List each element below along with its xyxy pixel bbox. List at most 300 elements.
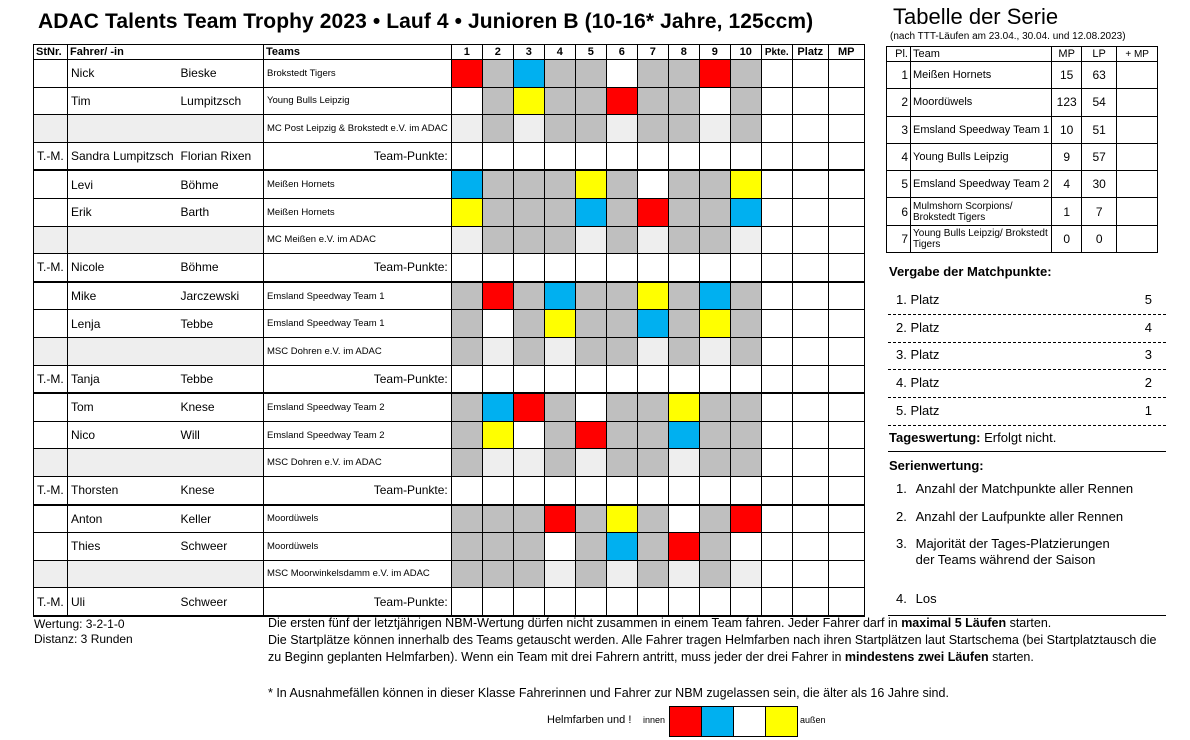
club-heat-cell (575, 449, 606, 477)
mp-cell (828, 198, 864, 226)
heat-cell (730, 421, 761, 449)
club-stnr-cell (34, 115, 68, 143)
tm-label: T.-M. (34, 254, 68, 282)
club-heat-cell (544, 560, 575, 588)
club-spacer (68, 115, 178, 143)
club-stnr-cell (34, 226, 68, 254)
tm-second: Schweer (178, 588, 264, 616)
heat-cell (513, 533, 544, 561)
club-spacer (178, 560, 264, 588)
matchpoint-value: 3 (1144, 347, 1152, 363)
heat-cell (637, 170, 668, 198)
serienwertung-item-2 (896, 509, 1123, 525)
serienwertung-text-line2: der Teams während der Saison (915, 552, 1096, 567)
points-cell (761, 170, 792, 198)
heat-cell (451, 60, 482, 88)
rider-last-name: Knese (178, 393, 264, 421)
header-teams: Teams (264, 45, 452, 60)
team-points-heat-cell (668, 254, 699, 282)
heat-cell (451, 533, 482, 561)
heat-cell (513, 170, 544, 198)
series-plus-mp (1117, 171, 1158, 198)
club-heat-cell (575, 337, 606, 365)
heat-cell (513, 60, 544, 88)
club-name: MSC Dohren e.V. im ADAC (264, 449, 452, 477)
team-points-label: Team-Punkte: (264, 142, 452, 170)
heat-cell (451, 421, 482, 449)
series-lp: 30 (1082, 171, 1117, 198)
club-heat-cell (513, 337, 544, 365)
helmet-swatch-blue (701, 706, 734, 737)
platz-cell (792, 421, 828, 449)
heat-cell (513, 505, 544, 533)
heat-cell (575, 170, 606, 198)
mp-cell (828, 282, 864, 310)
rider-team: Emsland Speedway Team 1 (264, 282, 452, 310)
matchpoint-label: 5. Platz (896, 402, 940, 418)
heat-cell (482, 170, 513, 198)
club-heat-cell (637, 115, 668, 143)
series-lp: 57 (1082, 143, 1117, 170)
team-points-heat-cell (668, 476, 699, 504)
club-name: MSC Moorwinkelsdamm e.V. im ADAC (264, 560, 452, 588)
serienwertung-title: Serienwertung: (889, 458, 984, 473)
mp-cell (828, 560, 864, 588)
team-points-heat-cell (668, 588, 699, 616)
matchpoint-value: 4 (1144, 319, 1152, 335)
tm-second: Tebbe (178, 365, 264, 393)
club-heat-cell (575, 560, 606, 588)
points-cell (761, 449, 792, 477)
start-number-cell (34, 393, 68, 421)
club-heat-cell (606, 226, 637, 254)
matchpoint-label: 1. Platz (896, 292, 940, 307)
heat-cell (637, 310, 668, 338)
heat-cell (699, 533, 730, 561)
matchpoint-row (888, 287, 1166, 315)
tageswertung-label: Tageswertung: (889, 430, 981, 445)
platz-cell (792, 310, 828, 338)
rider-team: Emsland Speedway Team 2 (264, 421, 452, 449)
series-place: 1 (887, 62, 911, 89)
series-place: 4 (887, 143, 911, 170)
rider-first-name: Tim (68, 87, 178, 115)
rider-row (34, 170, 865, 198)
club-spacer (178, 226, 264, 254)
club-heat-cell (606, 337, 637, 365)
team-points-heat-cell (606, 588, 637, 616)
rider-row (34, 282, 865, 310)
rider-first-name: Nick (68, 60, 178, 88)
heat-cell (544, 198, 575, 226)
rules-note-1-end: starten. (1006, 616, 1052, 630)
series-mp: 15 (1052, 62, 1082, 89)
platz-cell (792, 337, 828, 365)
club-heat-cell (699, 560, 730, 588)
helmet-outer-label: außen (800, 715, 826, 725)
heat-cell (513, 87, 544, 115)
heat-cell (730, 310, 761, 338)
platz-cell (792, 87, 828, 115)
header-heat-5: 5 (575, 45, 606, 60)
points-cell (761, 365, 792, 393)
rules-note-1-text: Die ersten fünf der letztjährigen NBM-Wertung dürfen nicht zusammen in einem Team fahren. Jeder Fahrer darf in (268, 616, 902, 630)
heat-cell (730, 393, 761, 421)
mp-cell (828, 226, 864, 254)
club-heat-cell (544, 115, 575, 143)
series-header-plus-mp: + MP (1117, 47, 1158, 62)
team-points-heat-cell (575, 254, 606, 282)
mp-cell (828, 533, 864, 561)
heat-cell (699, 282, 730, 310)
series-team: Mulmshorn Scorpions/ Brokstedt Tigers (911, 198, 1052, 225)
platz-cell (792, 505, 828, 533)
matchpoint-row (888, 370, 1166, 398)
platz-cell (792, 170, 828, 198)
platz-cell (792, 142, 828, 170)
club-heat-cell (451, 449, 482, 477)
tm-second: Knese (178, 476, 264, 504)
team-points-heat-cell (482, 476, 513, 504)
club-heat-cell (544, 337, 575, 365)
heat-cell (606, 505, 637, 533)
rider-first-name: Erik (68, 198, 178, 226)
heat-cell (668, 198, 699, 226)
team-points-heat-cell (637, 365, 668, 393)
mp-cell (828, 87, 864, 115)
team-points-heat-cell (575, 142, 606, 170)
heat-cell (451, 393, 482, 421)
heat-cell (606, 60, 637, 88)
club-heat-cell (513, 226, 544, 254)
rider-last-name: Barth (178, 198, 264, 226)
points-cell (761, 560, 792, 588)
team-points-heat-cell (668, 365, 699, 393)
team-points-heat-cell (730, 365, 761, 393)
heat-cell (575, 282, 606, 310)
club-spacer (178, 337, 264, 365)
club-stnr-cell (34, 449, 68, 477)
rules-note-2 (268, 632, 1168, 666)
rider-last-name: Schweer (178, 533, 264, 561)
team-points-heat-cell (513, 476, 544, 504)
rules-notes (268, 615, 1168, 666)
points-cell (761, 476, 792, 504)
matchpoint-label: 4. Platz (896, 375, 940, 391)
heat-cell (575, 198, 606, 226)
serienwertung-text: Los (915, 591, 937, 606)
heat-cell (699, 60, 730, 88)
club-heat-cell (668, 226, 699, 254)
platz-cell (792, 254, 828, 282)
club-heat-cell (730, 560, 761, 588)
club-heat-cell (451, 115, 482, 143)
series-row (887, 198, 1158, 225)
rider-row (34, 87, 865, 115)
heat-cell (606, 310, 637, 338)
series-table (886, 46, 1158, 253)
series-subtitle: (nach TTT-Läufen am 23.04., 30.04. und 12.08.2023) (890, 31, 1126, 42)
team-points-heat-cell (544, 365, 575, 393)
club-heat-cell (730, 226, 761, 254)
mp-cell (828, 449, 864, 477)
heat-cell (730, 60, 761, 88)
matchpoint-label: 2. Platz (896, 319, 940, 335)
rider-team: Meißen Hornets (264, 170, 452, 198)
team-points-heat-cell (451, 142, 482, 170)
rider-first-name: Nico (68, 421, 178, 449)
heat-cell (544, 87, 575, 115)
heat-cell (699, 310, 730, 338)
rider-last-name: Jarczewski (178, 282, 264, 310)
heat-cell (730, 170, 761, 198)
heat-cell (482, 421, 513, 449)
team-points-heat-cell (606, 254, 637, 282)
mp-cell (828, 365, 864, 393)
mp-cell (828, 476, 864, 504)
tm-label: T.-M. (34, 476, 68, 504)
club-spacer (68, 226, 178, 254)
matchpoint-label: 3. Platz (896, 347, 940, 363)
heat-cell (730, 87, 761, 115)
series-row (887, 225, 1158, 252)
club-heat-cell (575, 226, 606, 254)
serienwertung-text-multiline (916, 536, 1110, 568)
heat-cell (606, 421, 637, 449)
points-cell (761, 282, 792, 310)
rider-team: Meißen Hornets (264, 198, 452, 226)
points-cell (761, 310, 792, 338)
heat-cell (544, 505, 575, 533)
points-cell (761, 421, 792, 449)
serienwertung-num: 4. (896, 591, 907, 606)
mp-cell (828, 588, 864, 616)
team-points-heat-cell (451, 254, 482, 282)
mp-cell (828, 337, 864, 365)
series-mp: 123 (1052, 89, 1082, 116)
heat-cell (699, 393, 730, 421)
club-heat-cell (451, 337, 482, 365)
points-cell (761, 393, 792, 421)
points-cell (761, 226, 792, 254)
start-number-cell (34, 282, 68, 310)
team-manager-row (34, 142, 865, 170)
series-mp: 9 (1052, 143, 1082, 170)
heat-cell (482, 505, 513, 533)
team-points-heat-cell (575, 588, 606, 616)
series-team: Moordüwels (911, 89, 1052, 116)
header-fahrer: Fahrer/ -in (68, 45, 178, 60)
team-manager-row (34, 476, 865, 504)
team-points-heat-cell (730, 142, 761, 170)
heat-cell (606, 533, 637, 561)
rider-team: Young Bulls Leipzig (264, 87, 452, 115)
tageswertung (889, 430, 1056, 445)
club-heat-cell (482, 449, 513, 477)
team-points-heat-cell (699, 142, 730, 170)
club-heat-cell (668, 337, 699, 365)
team-points-heat-cell (513, 365, 544, 393)
team-points-heat-cell (606, 365, 637, 393)
team-points-heat-cell (544, 476, 575, 504)
series-header-row (887, 47, 1158, 62)
series-header-team: Team (911, 47, 1052, 62)
matchpoint-row (888, 398, 1166, 426)
serienwertung-text-line1: Majorität der Tages-Platzierungen (915, 536, 1110, 551)
heat-cell (451, 282, 482, 310)
rider-first-name: Lenja (68, 310, 178, 338)
heat-cell (668, 393, 699, 421)
heat-cell (668, 87, 699, 115)
header-heat-6: 6 (606, 45, 637, 60)
rider-team: Brokstedt Tigers (264, 60, 452, 88)
platz-cell (792, 60, 828, 88)
points-cell (761, 588, 792, 616)
matchpoint-value: 1 (1144, 402, 1152, 418)
heat-cell (513, 198, 544, 226)
heat-cell (451, 310, 482, 338)
club-heat-cell (699, 226, 730, 254)
series-plus-mp (1117, 198, 1158, 225)
serienwertung-item-3 (896, 536, 1110, 568)
rider-team: Emsland Speedway Team 2 (264, 393, 452, 421)
rider-first-name: Thies (68, 533, 178, 561)
platz-cell (792, 533, 828, 561)
heat-cell (544, 393, 575, 421)
heat-cell (606, 282, 637, 310)
series-mp: 1 (1052, 198, 1082, 225)
rider-first-name: Levi (68, 170, 178, 198)
matchpoint-row (888, 342, 1166, 370)
team-points-heat-cell (730, 588, 761, 616)
team-points-label: Team-Punkte: (264, 254, 452, 282)
start-number-cell (34, 198, 68, 226)
club-stnr-cell (34, 560, 68, 588)
heat-cell (451, 87, 482, 115)
header-heat-9: 9 (699, 45, 730, 60)
heat-cell (668, 533, 699, 561)
club-name: MSC Dohren e.V. im ADAC (264, 337, 452, 365)
team-points-heat-cell (637, 588, 668, 616)
heat-cell (699, 505, 730, 533)
series-place: 7 (887, 225, 911, 252)
team-points-heat-cell (637, 142, 668, 170)
club-heat-cell (513, 449, 544, 477)
helmet-swatch-red (669, 706, 702, 737)
start-number-cell (34, 60, 68, 88)
series-place: 3 (887, 116, 911, 143)
mp-cell (828, 254, 864, 282)
series-plus-mp (1117, 62, 1158, 89)
mp-cell (828, 142, 864, 170)
team-points-heat-cell (668, 142, 699, 170)
rider-row (34, 310, 865, 338)
heat-cell (668, 60, 699, 88)
series-header-pl: Pl. (887, 47, 911, 62)
team-points-heat-cell (451, 476, 482, 504)
club-heat-cell (513, 115, 544, 143)
series-lp: 0 (1082, 225, 1117, 252)
start-number-cell (34, 421, 68, 449)
club-row (34, 337, 865, 365)
heat-cell (637, 421, 668, 449)
points-cell (761, 337, 792, 365)
header-heat-8: 8 (668, 45, 699, 60)
heat-cell (544, 60, 575, 88)
team-points-heat-cell (482, 254, 513, 282)
club-heat-cell (575, 115, 606, 143)
heat-cell (637, 533, 668, 561)
header-heat-3: 3 (513, 45, 544, 60)
heat-cell (730, 198, 761, 226)
club-spacer (68, 560, 178, 588)
rider-team: Moordüwels (264, 533, 452, 561)
club-heat-cell (606, 560, 637, 588)
rider-last-name: Will (178, 421, 264, 449)
series-header-lp: LP (1082, 47, 1117, 62)
series-lp: 51 (1082, 116, 1117, 143)
matchpoint-value: 5 (1144, 292, 1152, 307)
heat-cell (730, 505, 761, 533)
wertung-note: Wertung: 3-2-1-0 (34, 617, 125, 631)
series-plus-mp (1117, 143, 1158, 170)
series-plus-mp (1117, 225, 1158, 252)
team-manager-row (34, 365, 865, 393)
platz-cell (792, 226, 828, 254)
tm-label: T.-M. (34, 588, 68, 616)
helmet-swatch-yellow (765, 706, 798, 737)
start-number-cell (34, 505, 68, 533)
club-heat-cell (544, 449, 575, 477)
start-number-cell (34, 310, 68, 338)
club-heat-cell (482, 337, 513, 365)
matchpoint-value: 2 (1144, 375, 1152, 391)
club-heat-cell (606, 449, 637, 477)
series-row (887, 116, 1158, 143)
heat-cell (451, 505, 482, 533)
club-heat-cell (482, 226, 513, 254)
header-fahrer-spacer (178, 45, 264, 60)
series-mp: 10 (1052, 116, 1082, 143)
header-heat-4: 4 (544, 45, 575, 60)
rider-last-name: Lumpitzsch (178, 87, 264, 115)
platz-cell (792, 588, 828, 616)
header-stnr: StNr. (34, 45, 68, 60)
heat-cell (575, 87, 606, 115)
heat-cell (668, 421, 699, 449)
club-heat-cell (668, 560, 699, 588)
club-spacer (68, 337, 178, 365)
points-cell (761, 142, 792, 170)
team-points-heat-cell (575, 365, 606, 393)
heat-cell (668, 282, 699, 310)
club-row (34, 115, 865, 143)
header-heat-10: 10 (730, 45, 761, 60)
club-heat-cell (699, 115, 730, 143)
heat-cell (451, 198, 482, 226)
team-points-heat-cell (606, 142, 637, 170)
platz-cell (792, 282, 828, 310)
club-row (34, 449, 865, 477)
points-cell (761, 198, 792, 226)
header-platz: Platz (792, 45, 828, 60)
series-header-mp: MP (1052, 47, 1082, 62)
club-heat-cell (637, 449, 668, 477)
heat-cell (637, 282, 668, 310)
tm-label: T.-M. (34, 142, 68, 170)
team-points-label: Team-Punkte: (264, 476, 452, 504)
serienwertung-text: Anzahl der Matchpunkte aller Rennen (915, 481, 1134, 496)
